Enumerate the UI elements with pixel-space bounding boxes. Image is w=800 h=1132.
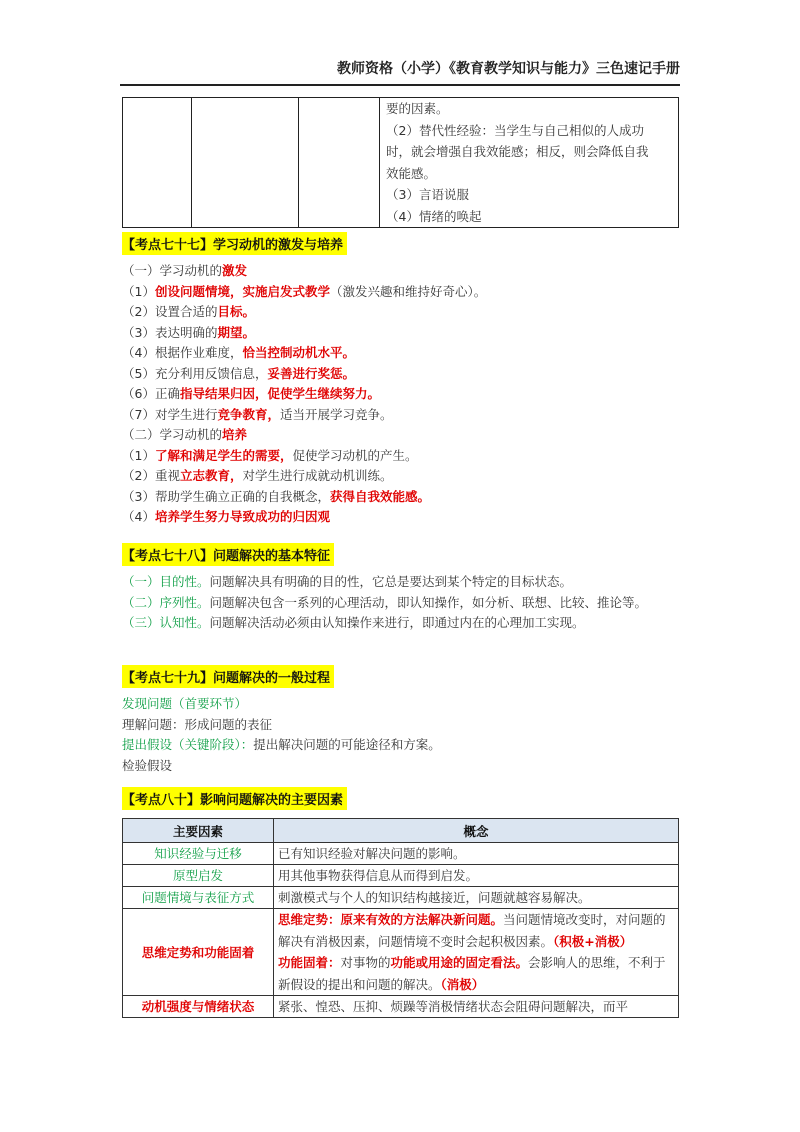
table-row [123, 843, 679, 865]
factor-concept: 用其他事物获得信息从而得到启发。 [274, 865, 679, 887]
header-title: 教师资格（小学）《教育教学知识与能力》三色速记手册 [337, 61, 680, 77]
list-item: 发现问题（首要环节） [122, 696, 248, 711]
list-item: （6）正确指导结果归因，促使学生继续努力。 [122, 386, 380, 401]
factors-table [122, 818, 679, 1018]
section-78-heading: 【考点七十八】问题解决的基本特征 [122, 543, 334, 566]
factor-name: 问题情境与表征方式 [123, 887, 274, 909]
table-row [123, 887, 679, 909]
section-79-heading: 【考点七十九】问题解决的一般过程 [122, 665, 334, 688]
table-cell-empty-2 [192, 98, 299, 228]
table-header-row [123, 819, 679, 843]
list-item: （二）学习动机的培养 [122, 427, 248, 442]
section-80-heading: 【考点八十】影响问题解决的主要因素 [122, 787, 347, 810]
list-item: （一）学习动机的激发 [122, 263, 248, 278]
section-79 [122, 665, 682, 776]
table-line: 时，就会增强自我效能感；相反，则会降低自我 [386, 144, 649, 159]
factor-name: 知识经验与迁移 [123, 843, 274, 865]
continued-table [122, 97, 679, 228]
list-item: （2）重视立志教育，对学生进行成就动机训练。 [122, 468, 393, 483]
column-header: 概念 [274, 819, 679, 843]
list-item: 检验假设 [122, 757, 173, 773]
list-item: 理解问题：形成问题的表征 [122, 716, 273, 732]
list-item: （一）目的性。问题解决具有明确的目的性，它总是要达到某个特定的目标状态。 [122, 574, 573, 589]
table-line: 要的因素。 [386, 101, 449, 116]
table-cell-empty-1 [123, 98, 192, 228]
factor-concept: 思维定势：原来有效的方法解决新问题。当问题情境改变时，对问题的解决有消极因素，问题情境不变时会起积极因素。（积极+消极） 功能固着：对事物的功能或用途的固定看法。会影响人的思维，不利于新假设的提出和问题的解决。（消极） [274, 909, 679, 996]
list-item: （3）表达明确的期望。 [122, 324, 255, 340]
list-item: （3）帮助学生确立正确的自我概念，获得自我效能感。 [122, 488, 430, 504]
table-row [123, 996, 679, 1018]
table-cell-content [380, 98, 679, 228]
factor-name: 思维定势和功能固着 [123, 909, 274, 996]
list-item: （7）对学生进行竞争教育，适当开展学习竞争。 [122, 406, 393, 422]
table-row [123, 865, 679, 887]
factor-name: 原型启发 [123, 865, 274, 887]
list-item: （二）序列性。问题解决包含一系列的心理活动，即认知操作，如分析、联想、比较、推论等。 [122, 594, 648, 610]
list-item: 提出假设（关键阶段）：提出解决问题的可能途径和方案。 [122, 737, 441, 752]
list-item: （5）充分利用反馈信息，妥善进行奖惩。 [122, 365, 355, 381]
list-item: （三）认知性。问题解决活动必须由认知操作来进行，即通过内在的心理加工实现。 [122, 614, 585, 630]
table-line: （3）言语说服 [386, 187, 469, 202]
table-line: 效能感。 [386, 165, 437, 181]
factor-concept: 刺激模式与个人的知识结构越接近，问题就越容易解决。 [274, 887, 679, 909]
section-78 [122, 543, 682, 633]
page-header [120, 58, 680, 86]
factor-concept: 已有知识经验对解决问题的影响。 [274, 843, 679, 865]
table-line: （2）替代性经验：当学生与自己相似的人成功 [386, 122, 644, 138]
table-cell-empty-3 [299, 98, 380, 228]
table-line: （4）情绪的唤起 [386, 208, 482, 224]
section-77-heading: 【考点七十七】学习动机的激发与培养 [122, 232, 347, 255]
list-item: （1）创设问题情境，实施启发式教学（激发兴趣和维持好奇心）。 [122, 283, 487, 299]
factor-name: 动机强度与情绪状态 [123, 996, 274, 1018]
section-80 [122, 787, 682, 810]
list-item: （2）设置合适的目标。 [122, 304, 255, 319]
factor-concept: 紧张、惶恐、压抑、烦躁等消极情绪状态会阻碍问题解决，而平 [274, 996, 679, 1018]
list-item: （4）根据作业难度，恰当控制动机水平。 [122, 345, 355, 360]
section-77 [122, 232, 682, 528]
table-row [123, 909, 679, 996]
list-item: （1）了解和满足学生的需要，促使学习动机的产生。 [122, 447, 418, 463]
list-item: （4）培养学生努力导致成功的归因观 [122, 509, 330, 524]
column-header: 主要因素 [123, 819, 274, 843]
